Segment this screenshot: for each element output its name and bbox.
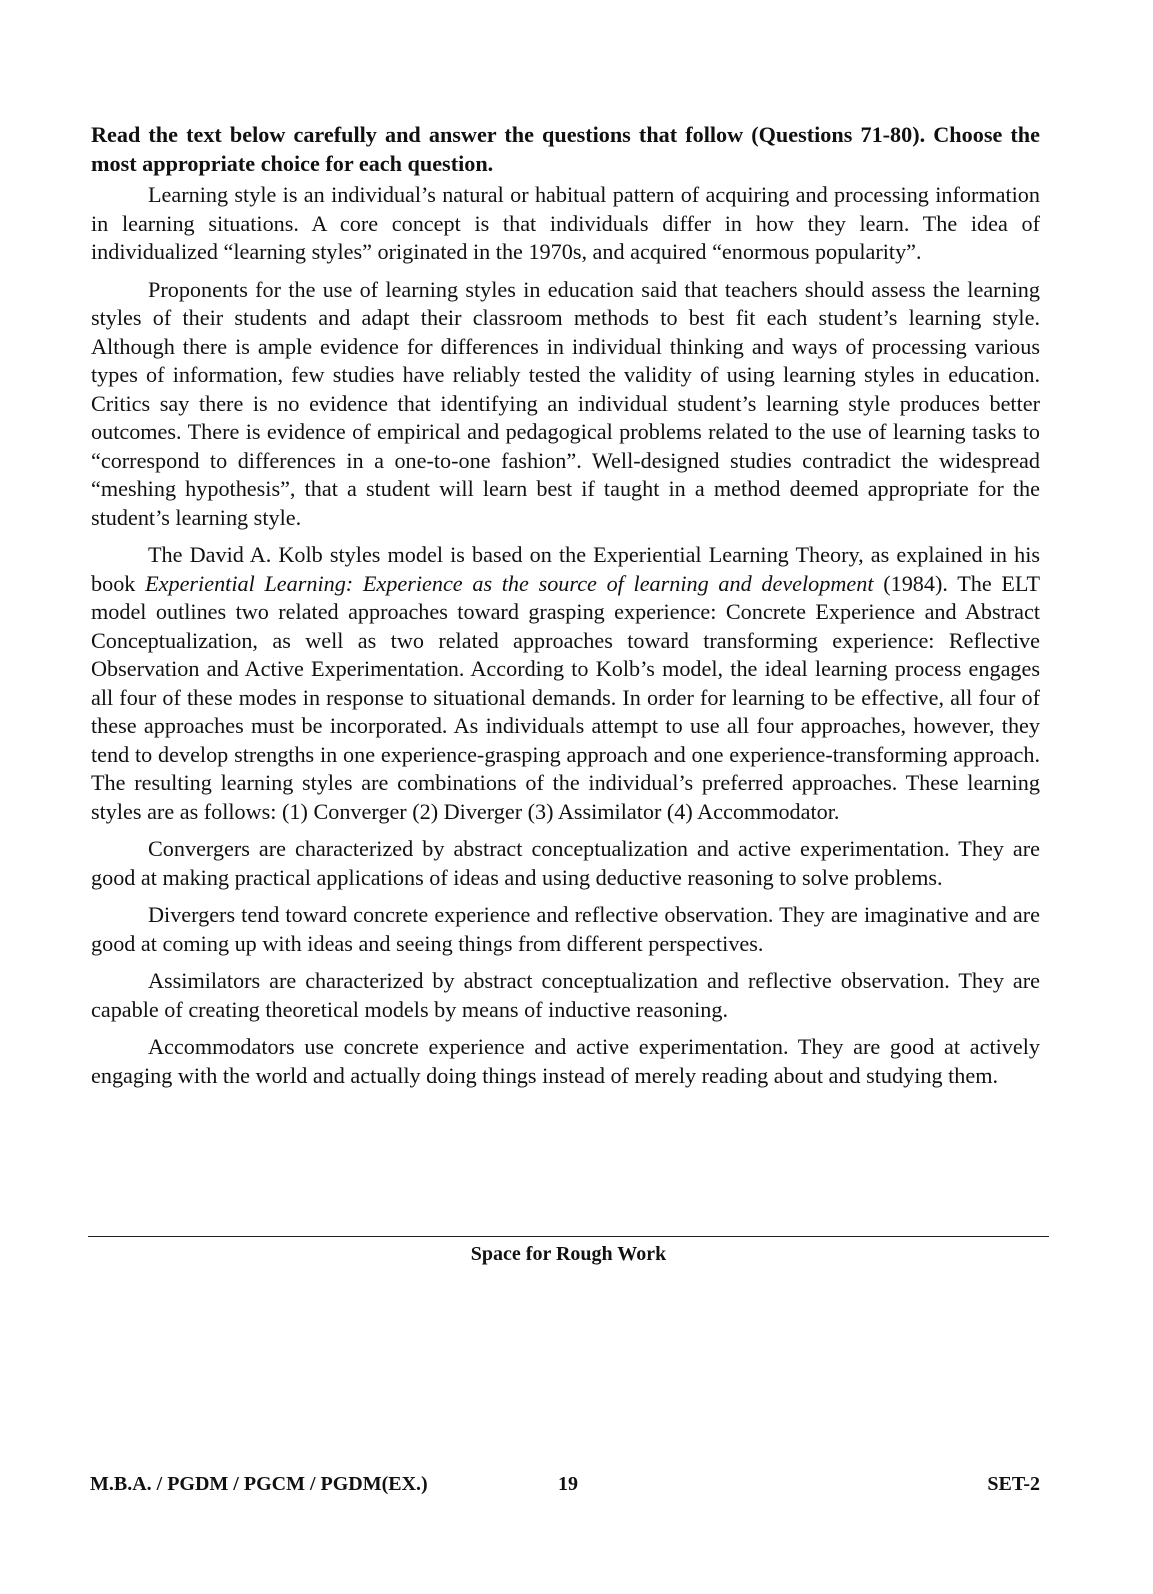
passage-section xyxy=(91,121,1040,1099)
passage-paragraph-6: Assimilators are characterized by abstract conceptualization and reflective observation. They are capable of creating theoretical models by means of inductive reasoning. xyxy=(91,968,1040,1022)
paragraph-3-rest: (1984). The ELT model outlines two related approaches toward grasping experience: Concrete Experience and Abstract Conceptualization, as well as two related approaches toward transforming experience: Reflective Observation and Active Experimentation. According to Kolb’s model, the ideal learning process engages all four of these modes in response to situational demands. In order for learning to be effective, all four of these approaches must be incorporated. As individuals attempt to use all four approaches, however, they tend to develop strengths in one experience-grasping approach and one experience-transforming approach. The resulting learning styles are combinations of the individual’s preferred approaches. These learning styles are as follows: (1) Converger (2) Diverger (3) Assimilator (4) Accommodator. xyxy=(91,570,1041,824)
instructions-heading: Read the text below carefully and answer the questions that follow (Questions 71-80). Choose the most appropriate choice for each question. xyxy=(91,122,1040,176)
footer-program: M.B.A. / PGDM / PGCM / PGDM(EX.) xyxy=(90,1473,428,1495)
passage-paragraph-3 xyxy=(91,541,1040,826)
passage-paragraph-4: Convergers are characterized by abstract conceptualization and active experimentation. They are good at making practical applications of ideas and using deductive reasoning to solve problems. xyxy=(91,836,1040,890)
passage-paragraph-2: Proponents for the use of learning styles in education said that teachers should assess the learning styles of their students and adapt their classroom methods to best fit each student’s learning style. Although there is ample evidence for differences in individual thinking and ways of processing various types of information, few studies have reliably tested the validity of using learning styles in education. Critics say there is no evidence that identifying an individual student’s learning style produces better outcomes. There is evidence of empirical and pedagogical problems related to the use of learning tasks to “correspond to differences in a one-to-one fashion”. Well-designed studies contradict the widespread “meshing hypothesis”, that a student will learn best if taught in a method deemed appropriate for the student’s learning style. xyxy=(91,276,1040,530)
page-footer xyxy=(90,1470,1040,1498)
book-title: Experiential Learning: Experience as the source of learning and development xyxy=(145,570,874,596)
rough-work-divider xyxy=(88,1236,1049,1237)
footer-page-number: 19 xyxy=(558,1473,578,1495)
passage-paragraph-7: Accommodators use concrete experience and active experimentation. They are good at actively engaging with the world and actually doing things instead of merely reading about and studying them. xyxy=(91,1034,1040,1088)
paragraph-3-lead: The David A. Kolb styles model is based on the Experiential Learning Theory, as explained in his book xyxy=(91,542,1040,596)
passage-paragraph-5: Divergers tend toward concrete experience and reflective observation. They are imaginative and are good at coming up with ideas and seeing things from different perspectives. xyxy=(91,902,1040,956)
footer-set: SET-2 xyxy=(987,1473,1040,1495)
passage-paragraph-1: Learning style is an individual’s natural or habitual pattern of acquiring and processing information in learning situations. A core concept is that individuals differ in how they learn. The idea of individualized “learning styles” originated in the 1970s, and acquired “enormous popularity”. xyxy=(91,182,1040,264)
rough-work-label: Space for Rough Work xyxy=(470,1243,667,1265)
